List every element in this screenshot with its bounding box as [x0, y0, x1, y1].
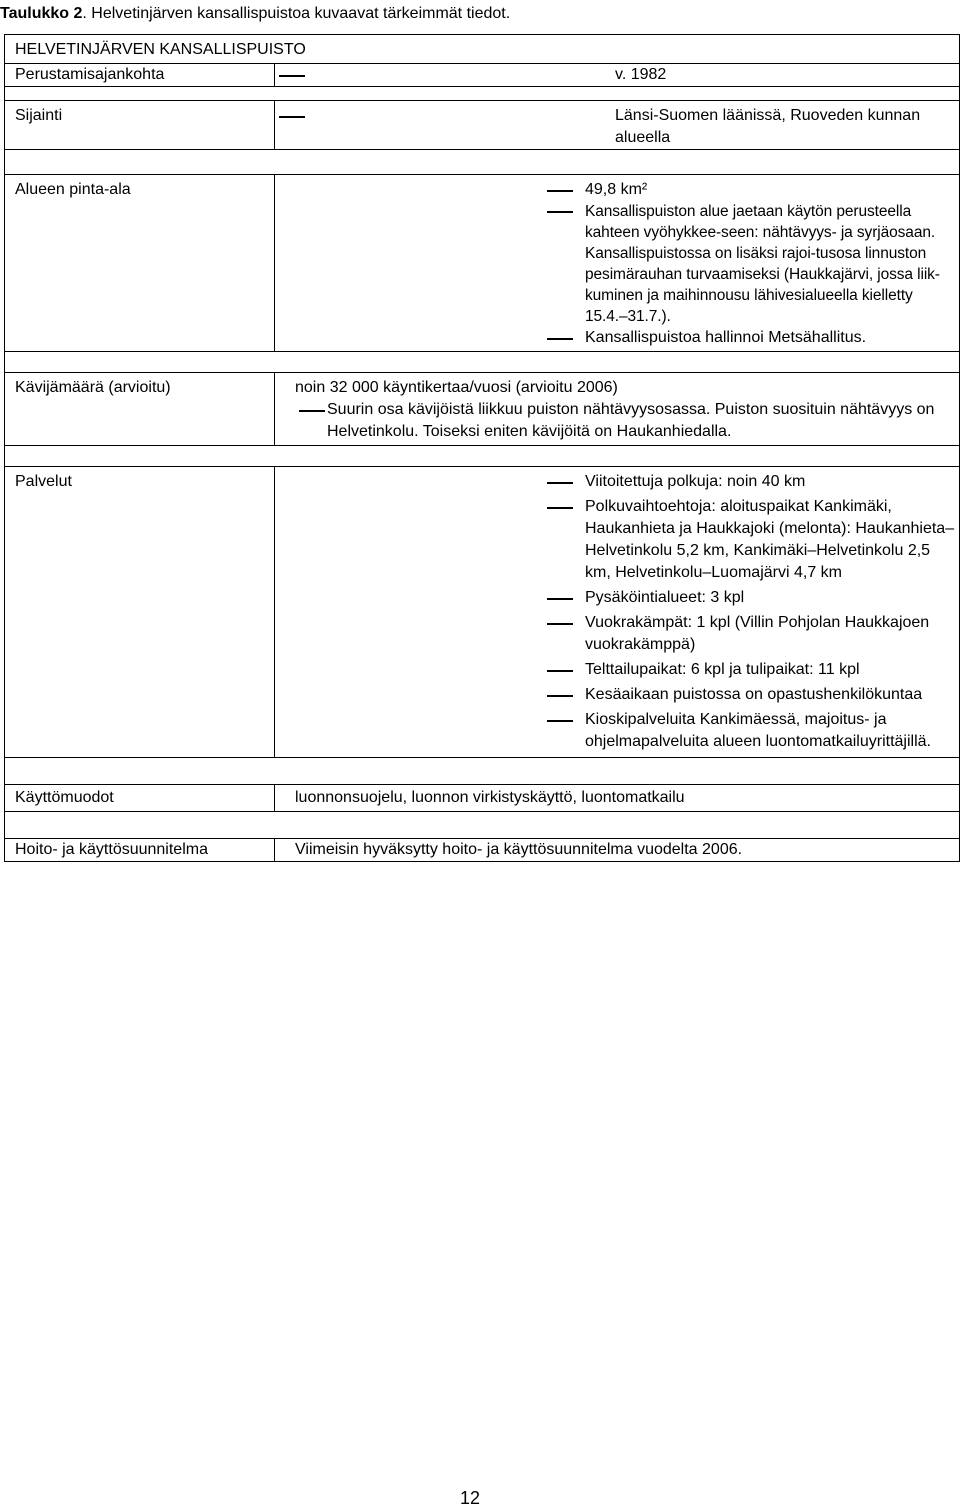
dash-bullet [275, 105, 615, 127]
caption-text: . Helvetinjärven kansallispuistoa kuvaavat tärkeimmät tiedot. [82, 5, 511, 22]
area-cell [275, 175, 960, 352]
services-item-0: Viitoitettuja polkuja: noin 40 km [585, 473, 806, 490]
founding-label: Perustamisajankohta [5, 64, 275, 87]
list-item [295, 399, 959, 443]
services-item-2: Pysäköintialueet: 3 kpl [585, 589, 745, 606]
uses-value: luonnonsuojelu, luonnon virkistyskäyttö, luontomatkailu [275, 785, 960, 812]
table-title: HELVETINJÄRVEN KANSALLISPUISTO [5, 35, 960, 64]
park-info-table [4, 34, 960, 862]
list-item [543, 201, 959, 327]
page-number: 12 [460, 1488, 481, 1508]
table-row [5, 101, 960, 150]
list-item [543, 179, 959, 201]
services-item-5: Kesäaikaan puistossa on opastushenkilökuntaa [585, 686, 923, 703]
area-item-0: 49,8 km² [585, 181, 648, 198]
list-item [275, 105, 959, 149]
table-row [5, 373, 960, 446]
visitors-cell [275, 373, 960, 446]
dash-bullet [543, 659, 585, 681]
area-label: Alueen pinta-ala [5, 175, 275, 352]
spacer-row [5, 352, 960, 373]
spacer-row [5, 150, 960, 175]
dash-bullet [543, 684, 585, 706]
area-item-2: Kansallispuistoa hallinnoi Metsähallitus. [585, 329, 867, 346]
location-label: Sijainti [5, 101, 275, 150]
dash-bullet [543, 612, 585, 634]
table-caption [0, 4, 510, 24]
list-item [543, 659, 959, 681]
table-row [5, 175, 960, 352]
list-item [543, 709, 959, 753]
table-row [5, 785, 960, 812]
table-row [5, 839, 960, 862]
dash-bullet [543, 201, 585, 222]
dash-bullet [543, 471, 585, 493]
services-item-3: Vuokrakämpät: 1 kpl (Villin Pohjolan Haukkajoen vuokrakämppä) [585, 614, 930, 653]
list-item [275, 64, 959, 86]
table-row [5, 35, 960, 64]
spacer-row [5, 758, 960, 785]
plan-label: Hoito- ja käyttösuunnitelma [5, 839, 275, 862]
spacer-row [5, 446, 960, 467]
spacer-row [5, 812, 960, 839]
dash-bullet [543, 709, 585, 731]
visitors-label: Kävijämäärä (arvioitu) [5, 373, 275, 446]
visitors-value: noin 32 000 käyntikertaa/vuosi (arvioitu 2006) [295, 379, 618, 396]
services-item-4: Telttailupaikat: 6 kpl ja tulipaikat: 11 kpl [585, 661, 860, 678]
list-item [543, 684, 959, 706]
caption-label: Taulukko 2 [0, 5, 83, 22]
founding-value: v. 1982 [615, 66, 667, 83]
list-item [543, 587, 959, 609]
plan-value: Viimeisin hyväksytty hoito- ja käyttösuunnitelma vuodelta 2006. [275, 839, 960, 862]
visitors-item-0: Suurin osa kävijöistä liikkuu puiston nähtävyysosassa. Puiston suosituin nähtävyys on Helvetinkolu. Toiseksi eniten kävijöitä on Haukanhiedalla. [327, 401, 935, 440]
dash-bullet [543, 327, 585, 349]
table-row [5, 467, 960, 758]
location-cell [275, 101, 960, 150]
table-row [5, 64, 960, 87]
services-label: Palvelut [5, 467, 275, 758]
services-cell [275, 467, 960, 758]
location-value: Länsi-Suomen läänissä, Ruoveden kunnan alueella [615, 107, 921, 146]
founding-cell [275, 64, 960, 87]
services-item-1: Polkuvaihtoehtoja: aloituspaikat Kankimäki, Haukanhieta ja Haukkajoki (melonta): Haukanhieta–Helvetinkolu 5,2 km, Kankimäki–Helvetinkolu 2,5 km, Helvetinkolu–Luomajärvi 4,7 km [585, 498, 955, 581]
dash-bullet [543, 496, 585, 518]
services-item-6: Kioskipalveluita Kankimäessä, majoitus- ja ohjelmapalveluita alueen luontomatkailuyrittäjillä. [585, 711, 931, 750]
uses-label: Käyttömuodot [5, 785, 275, 812]
list-item [543, 327, 959, 349]
area-item-1: Kansallispuiston alue jaetaan käytön perusteella kahteen vyöhykkee-seen: nähtävyys- ja syrjäosaan. Kansallispuistossa on lisäksi rajoi-tusosa linnuston pesimärauhan turvaamiseksi (Haukkajärvi, jossa liik-kuminen ja maihinnousu lähivesialueella kielletty 15.4.–31.7.). [585, 203, 940, 325]
spacer-row [5, 87, 960, 101]
dash-bullet [543, 587, 585, 609]
dash-bullet [295, 399, 327, 421]
list-item [543, 496, 959, 584]
dash-bullet [543, 179, 585, 201]
list-item [543, 612, 959, 656]
list-item [543, 471, 959, 493]
dash-bullet [275, 64, 615, 86]
